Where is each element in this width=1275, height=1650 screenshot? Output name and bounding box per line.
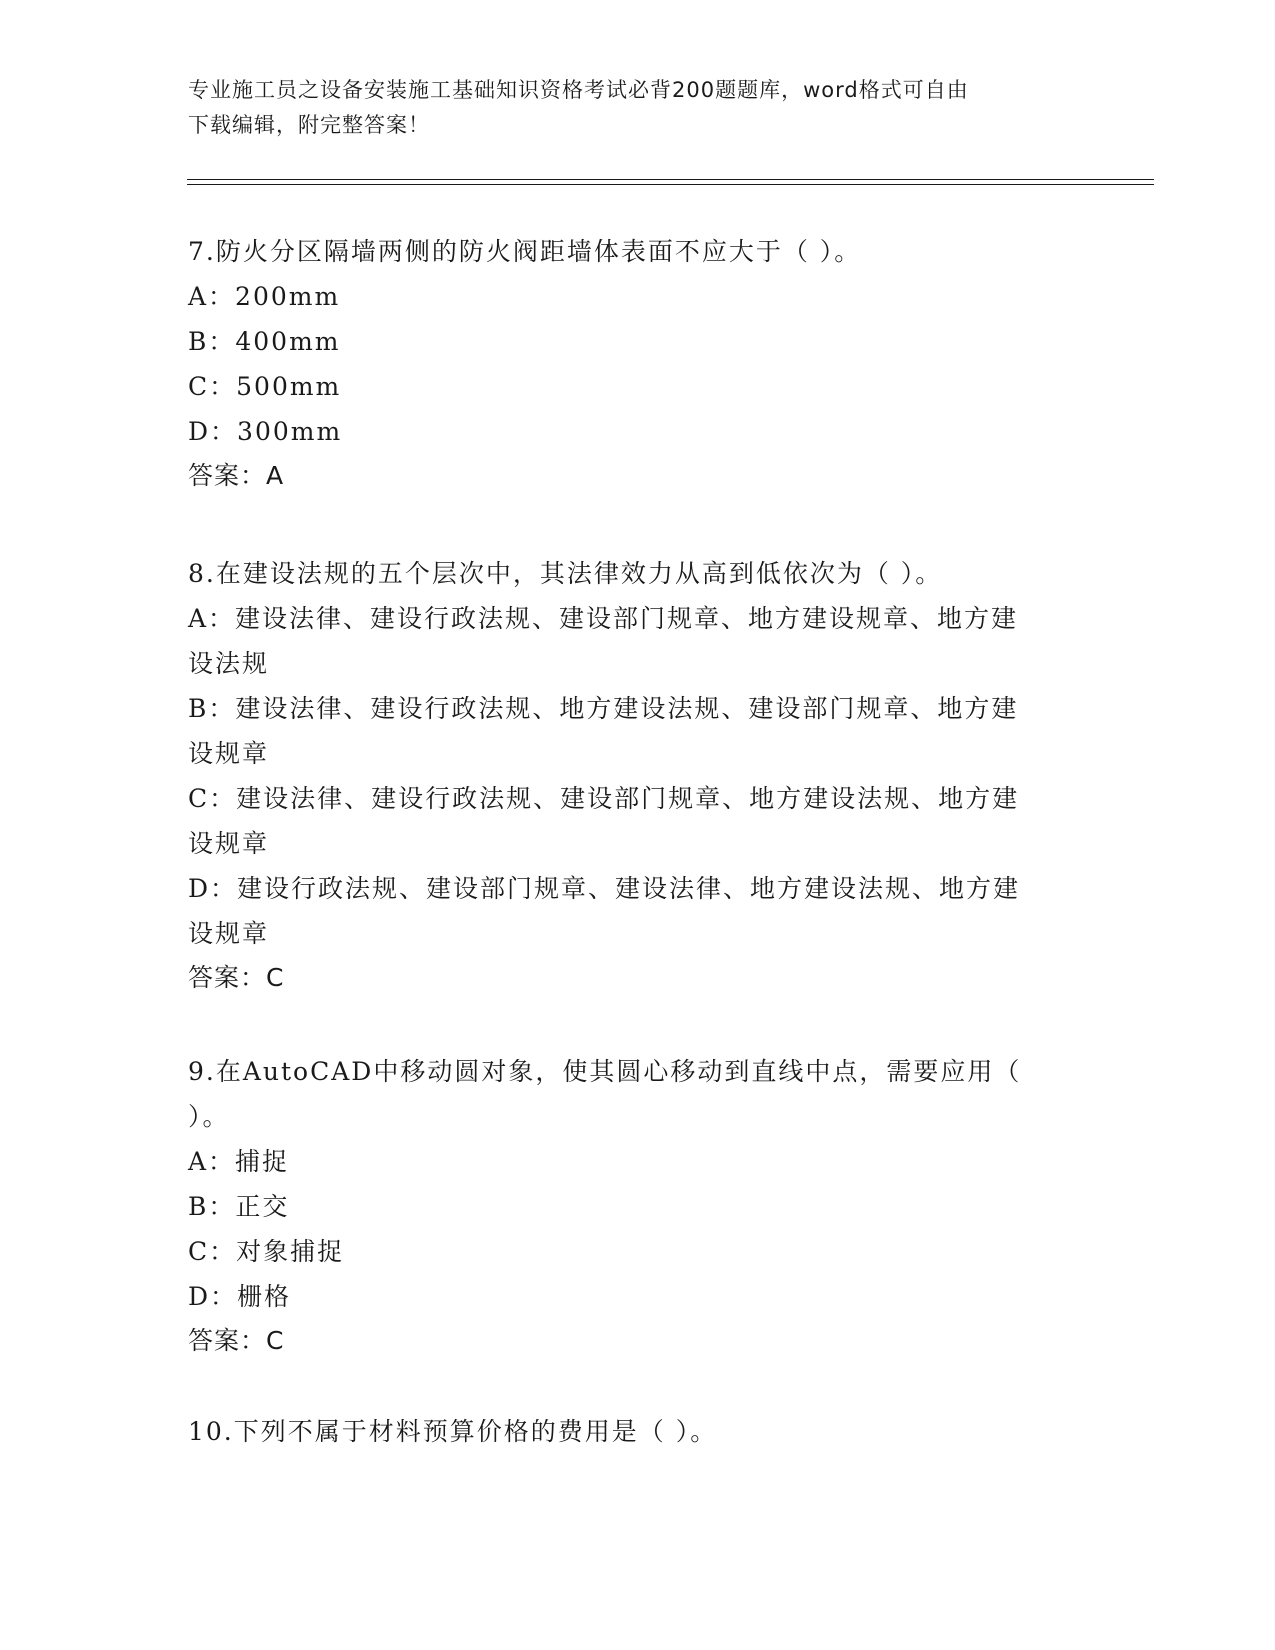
question-stem: 7.防火分区隔墙两侧的防火阀距墙体表面不应大于（ ）。 [188,237,862,266]
question-stem: 10.下列不属于材料预算价格的费用是（ ）。 [188,1417,718,1446]
question-stem-cont: ）。 [188,1102,230,1131]
option-b: B：建设法律、建设行政法规、地方建设法规、建设部门规章、地方建 [188,694,1019,723]
option-a: A：200mm [188,282,341,311]
option-c: C：500mm [188,372,342,401]
header-line-1: 专业施工员之设备安装施工基础知识资格考试必背200题题库，word格式可自由 [188,78,969,102]
option-b-cont: 设规章 [188,739,270,768]
option-a-cont: 设法规 [188,649,270,678]
option-c: C：对象捕捉 [188,1237,345,1266]
option-a: A：建设法律、建设行政法规、建设部门规章、地方建设规章、地方建 [188,604,1019,633]
option-d: D：建设行政法规、建设部门规章、建设法律、地方建设法规、地方建 [188,874,1021,903]
answer: 答案：C [188,963,285,992]
question-stem: 9.在AutoCAD中移动圆对象，使其圆心移动到直线中点，需要应用（ [188,1057,1022,1086]
option-c: C：建设法律、建设行政法规、建设部门规章、地方建设法规、地方建 [188,784,1020,813]
header-line-2: 下载编辑，附完整答案！ [188,113,430,137]
header-divider-bottom [187,184,1154,185]
option-a: A：捕捉 [188,1147,290,1176]
document-header [188,73,1068,143]
answer: 答案：C [188,1326,285,1355]
header-divider-top [187,179,1154,180]
option-b: B：正交 [188,1192,290,1221]
option-d-cont: 设规章 [188,919,270,948]
question-stem: 8.在建设法规的五个层次中，其法律效力从高到低依次为（ ）。 [188,559,943,588]
option-d: D：300mm [188,417,343,446]
option-c-cont: 设规章 [188,829,270,858]
answer: 答案：A [188,461,285,490]
option-d: D：栅格 [188,1282,292,1311]
option-b: B：400mm [188,327,341,356]
